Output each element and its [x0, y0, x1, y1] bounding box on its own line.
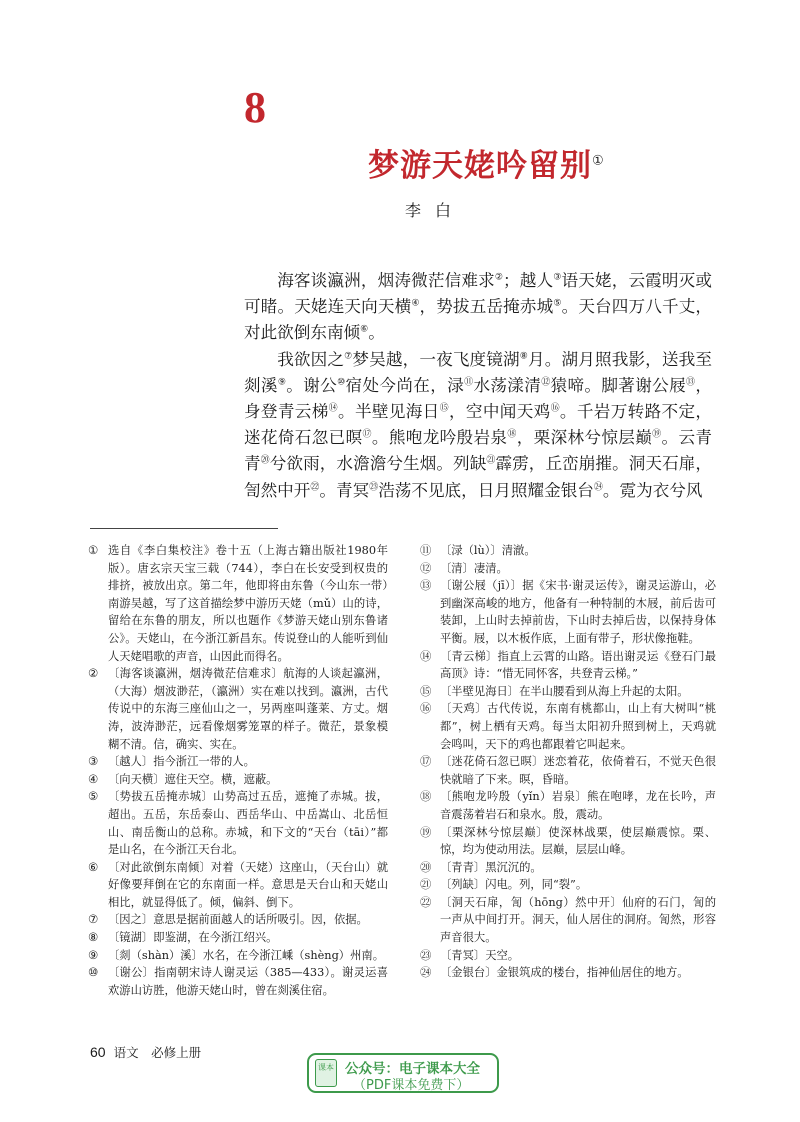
footnote-item — [420, 753, 716, 788]
footnote-marker: ㉑ — [486, 455, 496, 466]
footnote-number: ㉓ — [420, 948, 432, 962]
footnote-marker: ⑮ — [439, 403, 449, 414]
footnote-marker: ⑬ — [686, 377, 696, 388]
footnote-text: 〔对此欲倒东南倾〕对着（天姥）这座山，（天台山）就好像要拜倒在它的东南面一样。意思是天台山和天姥山相比，就显得低了。倾，偏斜、倒下。 — [108, 860, 388, 909]
banner-line-2: （PDF课本免费下） — [353, 1078, 470, 1093]
footnote-text: 〔因之〕意思是据前面越人的话所吸引。因，依据。 — [108, 913, 368, 927]
footnote-item — [420, 648, 716, 683]
footnote-number: ⑳ — [420, 860, 432, 874]
poem-body — [244, 268, 712, 504]
poem-text: ；越人 — [503, 271, 554, 290]
poem-text: 霹雳，丘峦崩摧。洞天石扉，訇然中开 — [244, 454, 713, 500]
poem-text: 兮欲雨，水澹澹兮生烟。列缺 — [269, 454, 487, 474]
footnote-marker: ⑯ — [550, 403, 560, 414]
footnote-number: ⑩ — [88, 966, 99, 980]
footnote-marker: ⑲ — [652, 429, 662, 440]
banner-line-1: 公众号：电子课本大全 — [345, 1061, 480, 1077]
footnote-text: 〔剡（shàn）溪〕水名，在今浙江嵊（shèng）州南。 — [108, 948, 384, 962]
promo-banner — [307, 1053, 499, 1093]
footnote-item — [88, 788, 388, 858]
poem-text: 。 — [368, 323, 385, 343]
footnote-text: 〔青云梯〕指直上云霄的山路。语出谢灵运《登石门最高顶》诗：“惜无同怀客，共登青云梯。” — [440, 649, 716, 681]
footnote-number: ⑫ — [420, 561, 432, 575]
poem-text: 我欲因之 — [277, 349, 345, 369]
footnote-text: 〔镜湖〕即鉴湖，在今浙江绍兴。 — [108, 931, 278, 945]
footnote-marker: ⑭ — [328, 403, 339, 414]
poem-text: 语天姥，云霞明灭或可睹。天姥连天向天横 — [244, 271, 713, 317]
footnote-text: 〔谢公〕指南朝宋诗人谢灵运（385—433）。谢灵运喜欢游山访胜，他游天姥山时，曾在剡溪住宿。 — [108, 966, 388, 997]
poem-text: 。熊咆龙吟殷岩泉 — [371, 428, 508, 448]
footnote-item — [88, 964, 388, 999]
footnote-number: ③ — [88, 755, 99, 769]
footnote-text: 〔天鸡〕古代传说，东南有桃都山，山上有大树叫“桃都”，树上栖有天鸡。每当太阳初升照到树上，天鸡就会鸣叫，天下的鸡也都跟着它叫起来。 — [440, 702, 716, 751]
footnote-item — [88, 753, 388, 771]
poem-text: 浩荡不见底，日月照耀金银台 — [378, 480, 594, 500]
footnote-item — [420, 964, 716, 982]
poem-text: 。千岩万转路不定，迷花倚石忽已暝 — [244, 402, 712, 448]
footnote-marker: ⑪ — [464, 377, 474, 388]
poem-text: 。青冥 — [319, 480, 370, 500]
footnote-marker: ⑫ — [541, 377, 551, 388]
footnote-number: ⑧ — [88, 931, 99, 945]
footnote-marker: ⑳ — [260, 455, 270, 466]
poem-text: 海客谈瀛洲，烟涛微茫信难求 — [277, 271, 495, 290]
footnote-item — [88, 911, 388, 929]
footnote-text: 〔青青〕黑沉沉的。 — [440, 860, 542, 874]
footnote-number: ⑨ — [88, 948, 99, 962]
footnote-item — [420, 859, 716, 877]
poem-text: 。半壁见海日 — [338, 402, 440, 422]
footnote-text: 〔海客谈瀛洲，烟涛微茫信难求〕航海的人谈起瀛洲，（大海）烟波渺茫，（瀛洲）实在难以找到。瀛洲，古代传说中的东海三座仙山之一，另两座叫蓬莱、方丈。烟涛，波涛渺茫，远看像烟雾笼罩的样子。微茫，景象模糊不清。信，确实、实在。 — [108, 667, 388, 751]
footnote-marker: ⑦ — [344, 351, 353, 362]
footnote-marker: ⑥ — [360, 324, 369, 335]
footnote-text: 〔列缺〕闪电。列，同“裂”。 — [440, 878, 588, 892]
footnote-divider — [90, 528, 278, 529]
poem-text: 。云青青 — [244, 428, 712, 474]
footnote-number: ⑮ — [420, 684, 432, 698]
notes-column-right — [420, 542, 716, 982]
footnote-number: ⑤ — [88, 790, 99, 804]
poem-text: 宿处今尚在，渌 — [345, 375, 465, 395]
footnote-item — [88, 771, 388, 789]
footnote-item — [88, 542, 388, 665]
poem-text: 。天台四万八千丈，对此欲倒东南倾 — [244, 297, 713, 343]
footnote-text: 〔向天横〕遮住天空。横，遮蔽。 — [108, 772, 278, 786]
footnote-text: 〔谢公屐（jī）〕据《宋书·谢灵运传》，谢灵运游山，必到幽深高峻的地方，他备有一种特制的木屐，前后齿可装卸，上山时去掉前齿，下山时去掉后齿，以保持身体平衡。屐，以木板作底，上面有带子，形状像拖鞋。 — [440, 579, 716, 645]
footnote-number: ⑪ — [420, 544, 432, 557]
footnote-text: 〔势拔五岳掩赤城〕山势高过五岳，遮掩了赤城。拔，超出。五岳，东岳泰山、西岳华山、中岳嵩山、北岳恒山、南岳衡山的总称。赤城，和下文的“天台（tāi）”都是山名，在今浙江天台北。 — [108, 790, 388, 857]
footnote-item — [420, 894, 716, 947]
footnote-number: ㉔ — [420, 966, 432, 980]
footnote-number: ⑥ — [88, 860, 99, 874]
footnote-marker: ③ — [553, 272, 562, 283]
footnote-number: ⑯ — [420, 702, 432, 716]
poem-paragraph — [244, 268, 712, 347]
poem-text: ，栗深林兮惊层巅 — [516, 428, 653, 448]
footnote-item — [420, 876, 716, 894]
footnote-text: 〔金银台〕金银筑成的楼台，指神仙居住的地方。 — [440, 966, 689, 980]
page-title — [368, 140, 605, 185]
poem-text: 梦吴越，一夜飞度镜湖 — [352, 349, 520, 369]
footnote-number: ㉑ — [420, 878, 432, 892]
footnote-text: 〔半壁见海日〕在半山腰看到从海上升起的太阳。 — [440, 684, 689, 698]
footnote-item — [420, 824, 716, 859]
footnote-number: ⑱ — [420, 790, 432, 804]
footnote-text: 〔越人〕指今浙江一带的人。 — [108, 755, 255, 769]
poem-text: 。谢公 — [286, 375, 338, 395]
footnote-marker: ② — [494, 272, 504, 283]
footnote-item — [420, 700, 716, 753]
footnote-text: 〔迷花倚石忽已暝〕迷恋着花，依倚着石，不觉天色很快就暗了下来。暝，昏暗。 — [440, 755, 716, 786]
footnote-number: ㉒ — [420, 895, 432, 909]
footnote-number: ⑲ — [420, 825, 432, 839]
footnote-number: ⑬ — [420, 579, 432, 593]
title-text: 梦游天姥吟留别 — [368, 148, 592, 184]
lesson-number: 8 — [244, 83, 266, 132]
footnote-text: 〔洞天石扉，訇（hōng）然中开〕仙府的石门，訇的一声从中间打开。洞天，仙人居住的洞府。訇然，形容声音很大。 — [440, 895, 716, 945]
footnote-text: 〔清〕凄清。 — [440, 561, 508, 575]
page-number: 60 — [90, 1044, 106, 1060]
footnote-item — [88, 859, 388, 912]
footnote-number: ② — [88, 667, 99, 681]
poem-text: ，身登青云梯 — [244, 375, 712, 422]
footnote-number: ⑦ — [88, 913, 99, 927]
author: 李白 — [404, 201, 465, 220]
footnote-text: 〔青冥〕天空。 — [440, 948, 520, 962]
footnote-marker: ⑰ — [362, 429, 372, 440]
footnote-number: ⑰ — [420, 755, 432, 769]
footnote-item — [420, 683, 716, 701]
footnote-item — [420, 577, 716, 647]
footnote-marker: ⑤ — [553, 298, 562, 309]
footnote-marker: ㉓ — [369, 482, 379, 493]
footnote-item — [420, 947, 716, 965]
footnote-marker: ⑧ — [519, 351, 528, 362]
poem-text: 猿啼。脚著谢公屐 — [550, 375, 687, 395]
poem-paragraph — [244, 347, 712, 504]
footnote-marker: ④ — [411, 298, 420, 309]
poem-text: 。霓为衣兮风 — [602, 480, 703, 500]
book-logo-icon: 课本 — [315, 1059, 337, 1087]
poem-text: ，势拔五岳掩赤城 — [419, 297, 554, 317]
footnote-text: 选自《李白集校注》卷十五（上海古籍出版社1980年版）。唐玄宗天宝三载（744），李白在长安受到权贵的排挤，被放出京。第二年，他即将由东鲁（今山东一带）南游吴越，写了这首描绘梦中游历天姥（mǔ）山的诗，留给在东鲁的朋友，所以也题作《梦游天姥山别东鲁诸公》。天姥山，在今浙江新昌东。传说登山的人能听到仙人天姥唱歌的声音，山因此而得名。 — [108, 544, 388, 663]
title-note-marker: ① — [592, 153, 605, 169]
footnote-item — [420, 788, 716, 823]
footnote-text: 〔渌（lù）〕清澈。 — [440, 544, 536, 557]
footnote-item — [88, 929, 388, 947]
footnote-item — [88, 947, 388, 965]
footnote-marker: ⑩ — [337, 377, 346, 388]
footnote-number: ① — [88, 544, 99, 557]
poem-text: 水荡漾清 — [473, 375, 542, 395]
footnote-text: 〔熊咆龙吟殷（yǐn）岩泉〕熊在咆哮，龙在长吟，声音震荡着岩石和泉水。殷，震动。 — [440, 790, 716, 821]
footnote-marker: ⑨ — [277, 377, 287, 388]
footnote-item — [420, 560, 716, 578]
poem-text: 月。湖月照我影，送我至剡溪 — [244, 349, 712, 395]
notes-column-left — [88, 542, 388, 999]
poem-text: ，空中闻天鸡 — [448, 402, 551, 422]
page-footer — [90, 1043, 201, 1061]
footnote-number: ⑭ — [420, 649, 432, 663]
footnote-marker: ㉔ — [593, 482, 603, 493]
footnote-marker: ㉒ — [310, 482, 320, 493]
footnote-item — [88, 665, 388, 753]
footnote-text: 〔栗深林兮惊层巅〕使深林战栗，使层巅震惊。栗、惊，均为使动用法。层巅，层层山峰。 — [440, 825, 716, 857]
book-title: 语文 必修上册 — [113, 1045, 202, 1060]
footnote-item — [420, 542, 716, 560]
footnote-number: ④ — [88, 772, 99, 786]
footnote-marker: ⑱ — [507, 429, 517, 440]
